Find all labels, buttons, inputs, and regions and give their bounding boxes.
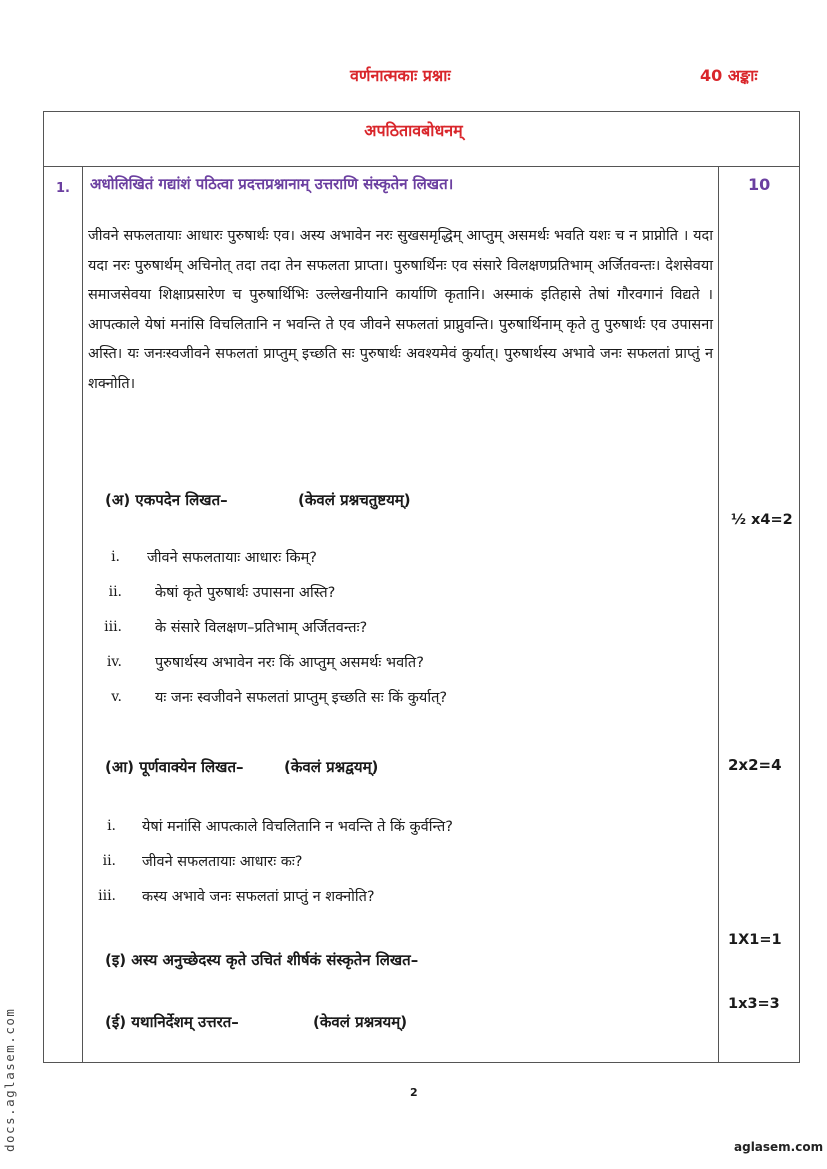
question-text: येषां मनांसि आपत्काले विचलितानि न भवन्ति ते किं कुर्वन्ति? <box>142 819 453 835</box>
section-a-marks: ½ x4=2 <box>731 512 793 528</box>
question-text: यः जनः स्वजीवने सफलतां प्राप्तुम् इच्छति सः किं कुर्यात्? <box>155 690 448 706</box>
column-divider-right <box>718 166 719 1063</box>
question-num: iv. <box>106 654 122 670</box>
question-text: केषां कृते पुरुषार्थः उपासना अस्ति? <box>155 585 336 601</box>
question-instruction: अधोलिखितं गद्यांशं पठित्वा प्रदत्तप्रश्नानाम् उत्तराणि संस्कृतेन लिखत। <box>90 175 454 193</box>
question-num: iii. <box>104 619 122 635</box>
question-num: ii. <box>102 853 116 869</box>
total-marks-header: 40 अङ्काः <box>700 66 758 85</box>
question-text: कस्य अभावे जनः सफलतां प्राप्तुं न शक्नोति? <box>142 889 375 905</box>
table-heading: अपठितावबोधनम् <box>364 121 463 140</box>
section-aa-note: (केवलं प्रश्नद्वयम्) <box>284 758 379 776</box>
section-aa-marks: 2x2=4 <box>728 756 782 774</box>
section-i-label: (इ) अस्य अनुच्छेदस्य कृते उचितं शीर्षकं संस्कृतेन लिखत– <box>105 951 419 969</box>
column-divider-left <box>82 166 83 1063</box>
site-watermark: aglasem.com <box>734 1140 824 1154</box>
question-text: पुरुषार्थस्य अभावेन नरः किं आप्तुम् असमर्थः भवति? <box>155 655 424 671</box>
question-number: 1. <box>56 181 70 196</box>
side-watermark: docs.aglasem.com <box>2 1007 17 1152</box>
table-divider <box>43 166 800 167</box>
section-ii-note: (केवलं प्रश्नत्रयम्) <box>313 1013 408 1031</box>
question-total-marks: 10 <box>748 175 771 194</box>
question-num: i. <box>111 549 120 565</box>
section-ii-marks: 1x3=3 <box>728 996 780 1012</box>
question-text: जीवने सफलतायाः आधारः कः? <box>142 854 303 870</box>
section-i-marks: 1X1=1 <box>728 932 782 948</box>
question-text: जीवने सफलतायाः आधारः किम्? <box>147 550 317 566</box>
section-a-note: (केवलं प्रश्नचतुष्टयम्) <box>298 491 411 509</box>
question-num: v. <box>111 689 122 705</box>
section-a-label: (अ) एकपदेन लिखत– <box>105 491 228 509</box>
page-number: 2 <box>410 1086 418 1099</box>
question-num: i. <box>107 818 116 834</box>
question-text: के संसारे विलक्षण–प्रतिभाम् अर्जितवन्तः? <box>155 620 368 636</box>
section-aa-label: (आ) पूर्णवाक्येन लिखत– <box>105 758 244 776</box>
passage: जीवने सफलतायाः आधारः पुरुषार्थः एव। अस्य अभावेन नरः सुखसमृद्धिम् आप्तुम् असमर्थः भवति यशः च न प्राप्नोति । यदा यदा नरः पुरुषार्थम् अचिनोत् तदा तदा तेन सफलता प्राप्ता। पुरुषार्थिनः एव संसारे विलक्षणप्रतिभाम् अर्जितवन्तः। देशसेवया समाजसेवया शिक्षाप्रसारेण च पुरुषार्थिभिः उल्लेखनीयानि कार्याणि कृतानि। अस्माकं इतिहासे तेषां गौरवगानं विद्यते । आपत्काले येषां मनांसि विचलितानि न भवन्ति ते एव जीवने सफलतां प्राप्नुवन्ति। पुरुषार्थिनाम् कृते तु पुरुषार्थः एव उपासना अस्ति। यः जनःस्वजीवने सफलतां प्राप्तुम् इच्छति सः पुरुषार्थः अवश्यमेवं कुर्यात्। पुरुषार्थस्य अभावे जनः सफलतां प्राप्तुं न शक्नोति। <box>88 228 713 392</box>
question-num: ii. <box>108 584 122 600</box>
section-title: वर्णनात्मकाः प्रश्नाः <box>350 66 451 85</box>
section-ii-label: (ई) यथानिर्देशम् उत्तरत– <box>105 1013 239 1031</box>
question-num: iii. <box>98 888 116 904</box>
